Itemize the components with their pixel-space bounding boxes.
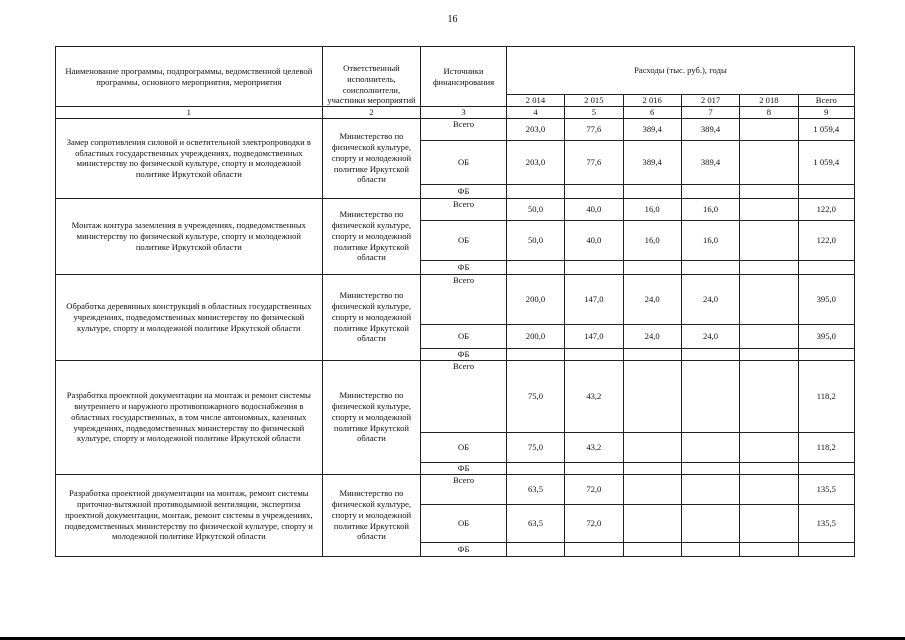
year-value <box>681 360 739 432</box>
header-year: 2 018 <box>740 95 798 107</box>
header-source: Источники финансирования <box>421 47 507 107</box>
column-numbers-row <box>56 107 855 119</box>
year-value <box>740 260 798 274</box>
year-value: 77,6 <box>565 140 623 184</box>
year-value: 40,0 <box>565 198 623 220</box>
funding-source: ФБ <box>421 542 507 556</box>
funding-source: ФБ <box>421 348 507 360</box>
year-value: 389,4 <box>623 118 681 140</box>
year-value: 200,0 <box>506 324 564 348</box>
page-number: 16 <box>447 14 458 25</box>
measure-name: Обработка деревянных конструкций в областных государственных учреждениях, подведомственных министерству по физической культуре, спорту и молодежной политике Иркутской области <box>56 274 323 360</box>
responsible-executor: Министерство по физической культуре, спорту и молодежной политике Иркутской области <box>322 198 421 274</box>
total-value <box>798 260 854 274</box>
year-value: 389,4 <box>681 118 739 140</box>
funding-source: Всего <box>421 474 507 504</box>
funding-source: ФБ <box>421 260 507 274</box>
year-value: 72,0 <box>565 474 623 504</box>
year-value: 389,4 <box>681 140 739 184</box>
funding-source: ФБ <box>421 462 507 474</box>
funding-source: ОБ <box>421 140 507 184</box>
funding-source: Всего <box>421 274 507 324</box>
year-value <box>681 184 739 198</box>
header-name: Наименование программы, подпрограммы, ведомственной целевой программы, основного мероприятия, мероприятия <box>56 47 323 107</box>
total-value: 118,2 <box>798 360 854 432</box>
total-value: 395,0 <box>798 324 854 348</box>
total-value <box>798 542 854 556</box>
measure-name: Разработка проектной документации на монтаж, ремонт системы приточно-вытяжной противодымной вентиляции, экспертиза проектной документации, монтаж, ремонт системы в учреждениях, подведомственных министерству по физической культуре, спорту и молодежной политике Иркутской области <box>56 474 323 556</box>
year-value: 43,2 <box>565 432 623 462</box>
measure-name: Монтаж контура заземления в учреждениях, подведомственных министерству по физической культуре, спорту и молодежной политике Иркутской области <box>56 198 323 274</box>
year-value <box>506 542 564 556</box>
col-number: 4 <box>506 107 564 119</box>
col-number: 3 <box>421 107 507 119</box>
year-value <box>740 324 798 348</box>
year-value <box>681 260 739 274</box>
year-value: 75,0 <box>506 432 564 462</box>
year-value: 203,0 <box>506 118 564 140</box>
responsible-executor: Министерство по физической культуре, спорту и молодежной политике Иркутской области <box>322 118 421 198</box>
col-number: 8 <box>740 107 798 119</box>
year-value: 16,0 <box>681 220 739 260</box>
col-number: 9 <box>798 107 854 119</box>
year-value <box>565 260 623 274</box>
year-value <box>681 462 739 474</box>
responsible-executor: Министерство по физической культуре, спорту и молодежной политике Иркутской области <box>322 360 421 474</box>
year-value <box>740 360 798 432</box>
year-value <box>565 348 623 360</box>
funding-source: ОБ <box>421 432 507 462</box>
year-value <box>740 542 798 556</box>
year-value: 24,0 <box>623 324 681 348</box>
total-value: 118,2 <box>798 432 854 462</box>
col-number: 5 <box>565 107 623 119</box>
total-value <box>798 462 854 474</box>
year-value <box>681 432 739 462</box>
year-value: 24,0 <box>681 274 739 324</box>
measure-name: Замер сопротивления силовой и осветительной электропроводки в областных государственных учреждениях, подведомственных министерству по физической культуре, спорту и молодежной политике Иркутской области <box>56 118 323 198</box>
year-value: 72,0 <box>565 504 623 542</box>
year-value: 50,0 <box>506 198 564 220</box>
year-value <box>623 348 681 360</box>
year-value <box>740 474 798 504</box>
funding-source: ОБ <box>421 220 507 260</box>
total-value: 135,5 <box>798 504 854 542</box>
year-value: 77,6 <box>565 118 623 140</box>
col-number: 6 <box>623 107 681 119</box>
year-value <box>623 432 681 462</box>
header-total: Всего <box>798 95 854 107</box>
year-value <box>506 184 564 198</box>
year-value: 63,5 <box>506 504 564 542</box>
year-value: 24,0 <box>623 274 681 324</box>
year-value <box>740 184 798 198</box>
year-value <box>623 462 681 474</box>
header-year: 2 014 <box>506 95 564 107</box>
year-value: 389,4 <box>623 140 681 184</box>
table-row <box>56 118 855 140</box>
year-value: 75,0 <box>506 360 564 432</box>
col-number: 7 <box>681 107 739 119</box>
year-value <box>623 474 681 504</box>
year-value <box>740 140 798 184</box>
header-row <box>56 47 855 95</box>
year-value: 200,0 <box>506 274 564 324</box>
year-value <box>565 542 623 556</box>
header-year: 2 016 <box>623 95 681 107</box>
header-expenses: Расходы (тыс. руб.), годы <box>506 47 854 95</box>
year-value: 16,0 <box>681 198 739 220</box>
year-value <box>506 348 564 360</box>
year-value: 63,5 <box>506 474 564 504</box>
year-value <box>681 348 739 360</box>
year-value <box>681 474 739 504</box>
year-value <box>740 274 798 324</box>
year-value <box>623 504 681 542</box>
responsible-executor: Министерство по физической культуре, спорту и молодежной политике Иркутской области <box>322 274 421 360</box>
col-number: 2 <box>322 107 421 119</box>
total-value: 122,0 <box>798 220 854 260</box>
year-value <box>740 198 798 220</box>
year-value <box>506 260 564 274</box>
year-value: 24,0 <box>681 324 739 348</box>
year-value <box>681 504 739 542</box>
header-year: 2 017 <box>681 95 739 107</box>
year-value <box>565 462 623 474</box>
table-row <box>56 198 855 220</box>
year-value <box>623 260 681 274</box>
table-row <box>56 474 855 504</box>
year-value <box>681 542 739 556</box>
year-value <box>623 184 681 198</box>
year-value: 16,0 <box>623 220 681 260</box>
total-value: 135,5 <box>798 474 854 504</box>
funding-source: Всего <box>421 198 507 220</box>
year-value: 43,2 <box>565 360 623 432</box>
year-value <box>740 504 798 542</box>
responsible-executor: Министерство по физической культуре, спорту и молодежной политике Иркутской области <box>322 474 421 556</box>
funding-source: Всего <box>421 118 507 140</box>
total-value <box>798 184 854 198</box>
year-value: 147,0 <box>565 274 623 324</box>
year-value: 50,0 <box>506 220 564 260</box>
total-value: 122,0 <box>798 198 854 220</box>
year-value <box>740 462 798 474</box>
total-value: 395,0 <box>798 274 854 324</box>
funding-source: ФБ <box>421 184 507 198</box>
total-value <box>798 348 854 360</box>
expenses-table <box>55 46 855 557</box>
funding-source: ОБ <box>421 504 507 542</box>
header-year: 2 015 <box>565 95 623 107</box>
year-value <box>623 542 681 556</box>
funding-source: Всего <box>421 360 507 432</box>
year-value <box>740 220 798 260</box>
year-value: 16,0 <box>623 198 681 220</box>
table-row <box>56 360 855 432</box>
year-value <box>506 462 564 474</box>
year-value <box>740 348 798 360</box>
total-value: 1 059,4 <box>798 140 854 184</box>
header-responsible: Ответственный исполнитель, соисполнители, участники мероприятий <box>322 47 421 107</box>
table-row <box>56 274 855 324</box>
year-value: 40,0 <box>565 220 623 260</box>
year-value: 147,0 <box>565 324 623 348</box>
year-value <box>623 360 681 432</box>
measure-name: Разработка проектной документации на монтаж и ремонт системы внутреннего и наружного противопожарного водоснабжения в областных государственных, в том числе автономных, казенных учреждениях, подведомственных министерству по физической культуре, спорту и молодежной политике Иркутской области <box>56 360 323 474</box>
year-value <box>740 118 798 140</box>
total-value: 1 059,4 <box>798 118 854 140</box>
year-value: 203,0 <box>506 140 564 184</box>
year-value <box>565 184 623 198</box>
funding-source: ОБ <box>421 324 507 348</box>
col-number: 1 <box>56 107 323 119</box>
year-value <box>740 432 798 462</box>
